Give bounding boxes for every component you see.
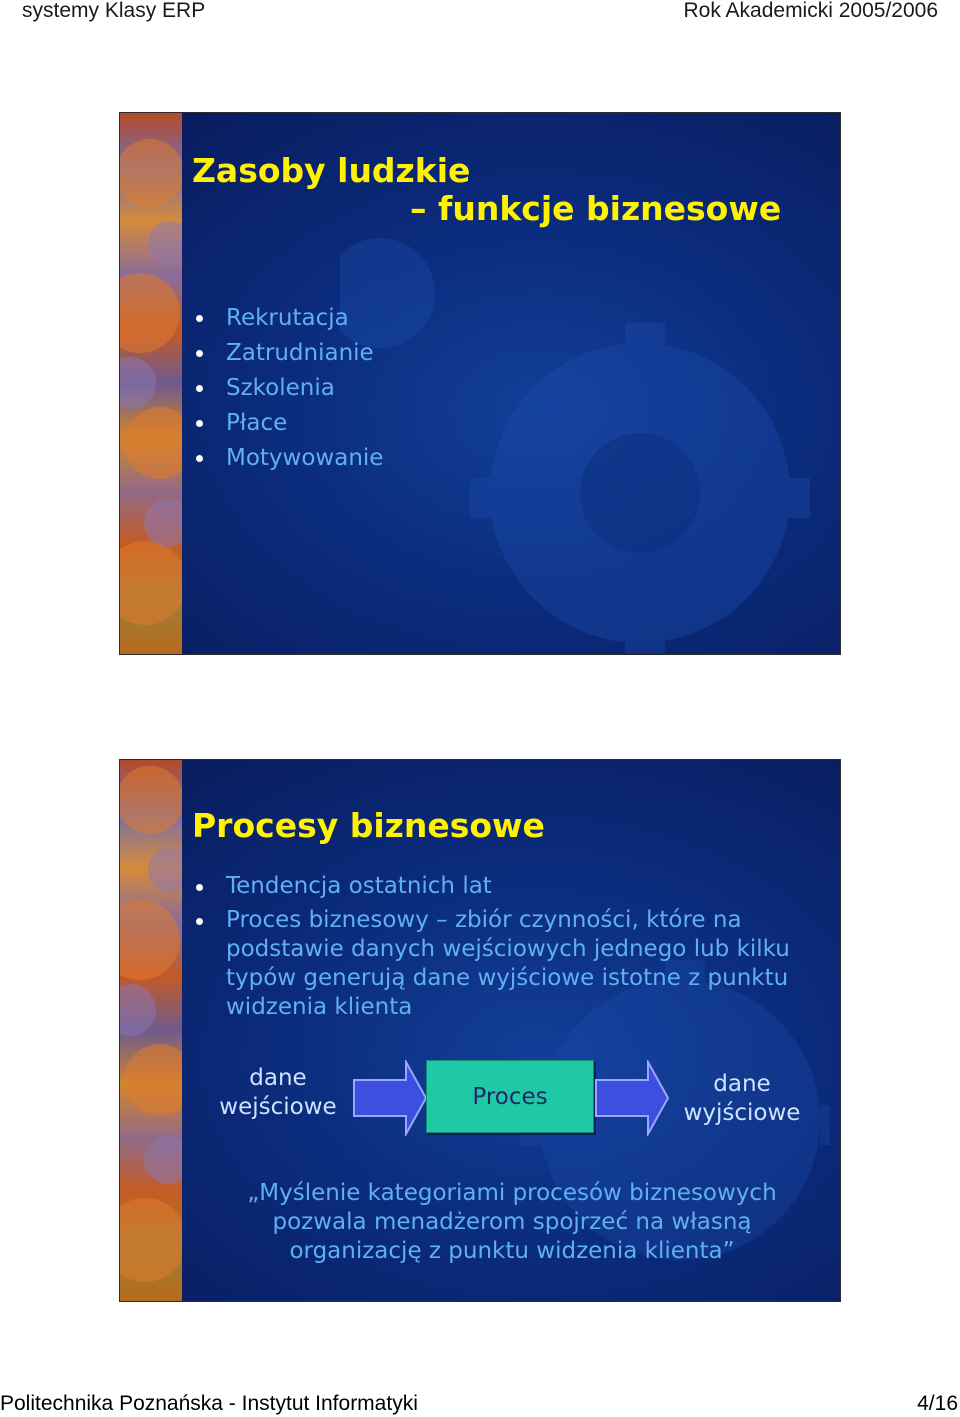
gear-icon (120, 760, 182, 1301)
list-item: Rekrutacja (194, 301, 383, 336)
list-item: Motywowanie (194, 441, 383, 476)
slide-human-resources (119, 112, 841, 655)
list-item: Tendencja ostatnich lat (194, 872, 794, 901)
slide1-title-line1: Zasoby ludzkie (192, 151, 471, 190)
decorative-strip (120, 113, 182, 654)
list-item: Płace (194, 406, 383, 441)
list-item: Szkolenia (194, 371, 383, 406)
process-box: Proces (426, 1060, 594, 1133)
arrow-right-icon (352, 1060, 428, 1136)
slide2-bullet-list (194, 872, 794, 1027)
list-item: Proces biznesowy – zbiór czynności, które na podstawie danych wejściowych jednego lub kilku typów generują dane wyjściowe istotne z punktu widzenia klienta (194, 906, 794, 1022)
slide1-bullet-list (194, 301, 383, 476)
header-left: systemy Klasy ERP (22, 0, 206, 22)
slide2-title: Procesy biznesowe (192, 806, 545, 845)
decorative-strip (120, 760, 182, 1301)
footer-left: Politechnika Poznańska - Instytut Informatyki (0, 1392, 418, 1415)
slide1-title-line2: – funkcje biznesowe (410, 189, 782, 228)
slide2-quote: „Myślenie kategoriami procesów biznesowych pozwala menadżerom spojrzeć na własną organizację z punktu widzenia klienta” (247, 1180, 777, 1264)
arrow-right-icon (594, 1060, 670, 1136)
slide-business-processes (119, 759, 841, 1302)
gear-icon (340, 233, 820, 653)
flow-output-label: dane wyjściowe (683, 1071, 801, 1126)
list-item: Zatrudnianie (194, 336, 383, 371)
flow-input-label: dane wejściowe (219, 1065, 337, 1120)
footer-right: 4/16 (917, 1392, 958, 1415)
header-right: Rok Akademicki 2005/2006 (683, 0, 938, 22)
gear-icon (120, 113, 182, 654)
